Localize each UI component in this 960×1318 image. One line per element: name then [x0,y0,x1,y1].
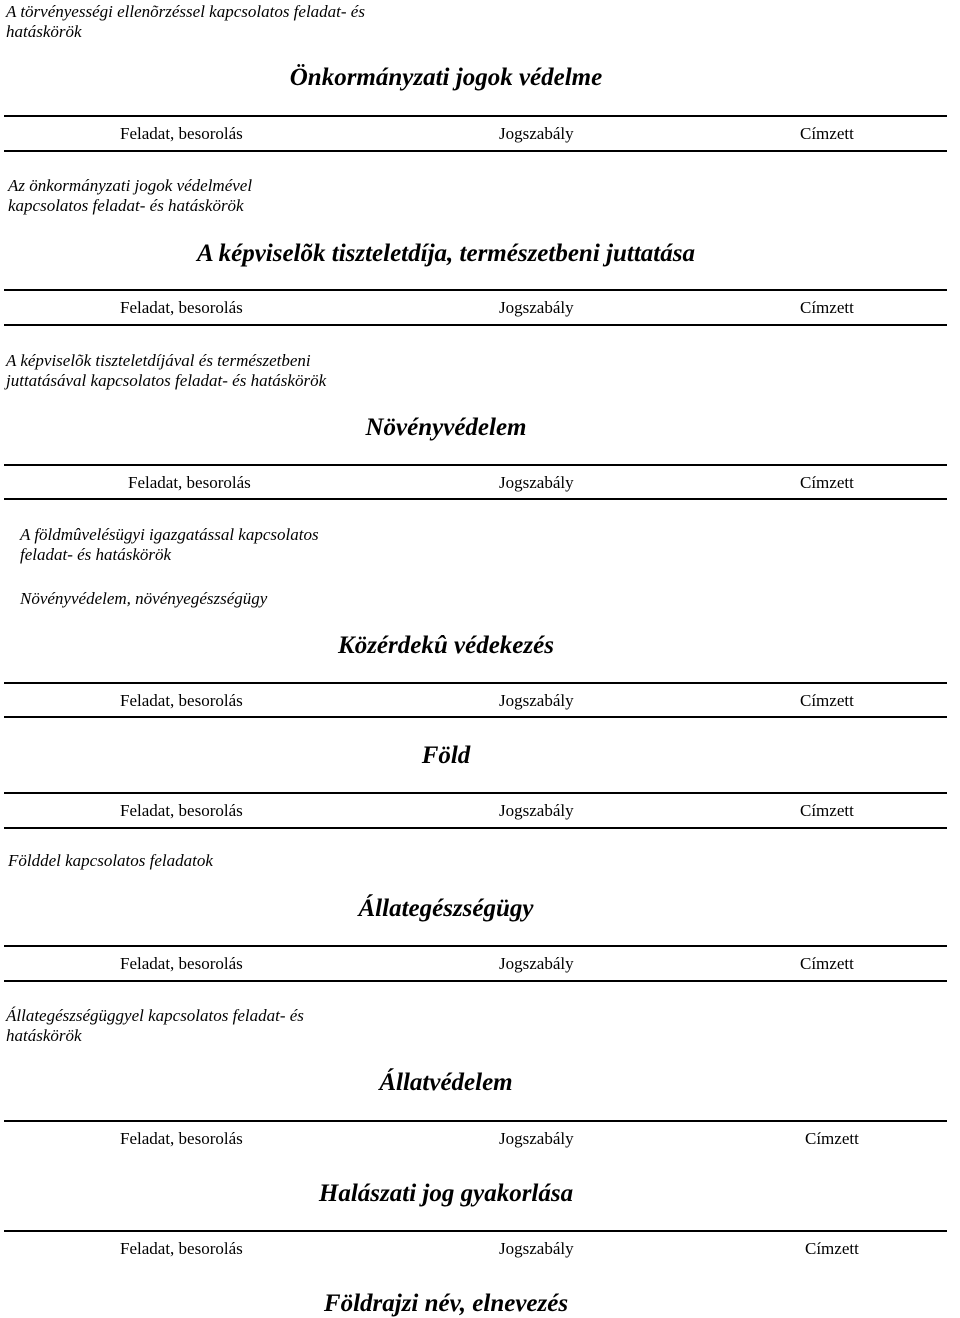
section-subitem: Földdel kapcsolatos feladatok [8,851,213,870]
column-header-feladat: Feladat, besorolás [120,124,243,143]
column-header-cimzett: Címzett [805,1129,859,1148]
column-header-jogszabaly: Jogszabály [499,298,574,317]
header-rule-bottom [4,827,947,829]
column-header-jogszabaly: Jogszabály [499,1129,574,1148]
column-header-cimzett: Címzett [800,473,854,492]
header-rule-top [4,792,947,794]
header-rule-top [4,464,947,466]
section-title-allategeszsegugy: Állategészségügy [358,895,534,922]
header-rule-top [4,1120,947,1122]
column-header-feladat: Feladat, besorolás [120,1239,243,1258]
header-rule-top [4,682,947,684]
section-subitem: Növényvédelem, növényegészségügy [20,589,268,608]
column-header-jogszabaly: Jogszabály [499,473,574,492]
column-header-cimzett: Címzett [800,801,854,820]
header-rule-top [4,945,947,947]
header-rule-bottom [4,716,947,718]
section-title-novenyvedelem: Növényvédelem [365,414,527,441]
column-header-jogszabaly: Jogszabály [499,801,574,820]
column-header-feladat: Feladat, besorolás [120,1129,243,1148]
column-header-cimzett: Címzett [805,1239,859,1258]
column-header-cimzett: Címzett [800,124,854,143]
header-rule-top [4,1230,947,1232]
header-rule-bottom [4,498,947,500]
column-header-feladat: Feladat, besorolás [120,691,243,710]
section-title-allatvedelem: Állatvédelem [379,1069,513,1096]
column-header-cimzett: Címzett [800,691,854,710]
column-header-jogszabaly: Jogszabály [499,954,574,973]
section-subitem: A földmûvelésügyi igazgatással kapcsolatos feladat- és hatáskörök [20,525,319,564]
header-rule-bottom [4,150,947,152]
column-header-feladat: Feladat, besorolás [120,954,243,973]
column-header-feladat: Feladat, besorolás [128,473,251,492]
column-header-feladat: Feladat, besorolás [120,801,243,820]
section-title-fold: Föld [421,742,471,769]
section-subitem: Állategészségüggyel kapcsolatos feladat- és hatáskörök [6,1006,304,1045]
section-title-foldrajzi-nev: Földrajzi név, elnevezés [323,1290,569,1317]
header-rule-bottom [4,324,947,326]
section-subitem: Az önkormányzati jogok védelmével kapcsolatos feladat- és hatáskörök [8,176,253,215]
column-header-cimzett: Címzett [800,298,854,317]
column-header-feladat: Feladat, besorolás [120,298,243,317]
section-title-onkormanyzati-jogok: Önkormányzati jogok védelme [289,64,603,91]
section-title-kozerdeku-vedekezes: Közérdekû védekezés [338,632,554,659]
column-header-cimzett: Címzett [800,954,854,973]
section-title-halaszati-jog: Halászati jog gyakorlása [318,1180,574,1207]
section-subitem: A képviselõk tiszteletdíjával és természetbeni juttatásával kapcsolatos feladat- és hatáskörök [6,351,327,390]
column-header-jogszabaly: Jogszabály [499,1239,574,1258]
section-title-kepviselok-tiszteletdija: A képviselõk tiszteletdíja, természetbeni juttatása [197,240,695,267]
header-rule-top [4,289,947,291]
column-header-jogszabaly: Jogszabály [499,124,574,143]
column-header-jogszabaly: Jogszabály [499,691,574,710]
document-intro: A törvényességi ellenõrzéssel kapcsolatos feladat- és hatáskörök [6,2,365,41]
header-rule-top [4,115,947,117]
header-rule-bottom [4,980,947,982]
